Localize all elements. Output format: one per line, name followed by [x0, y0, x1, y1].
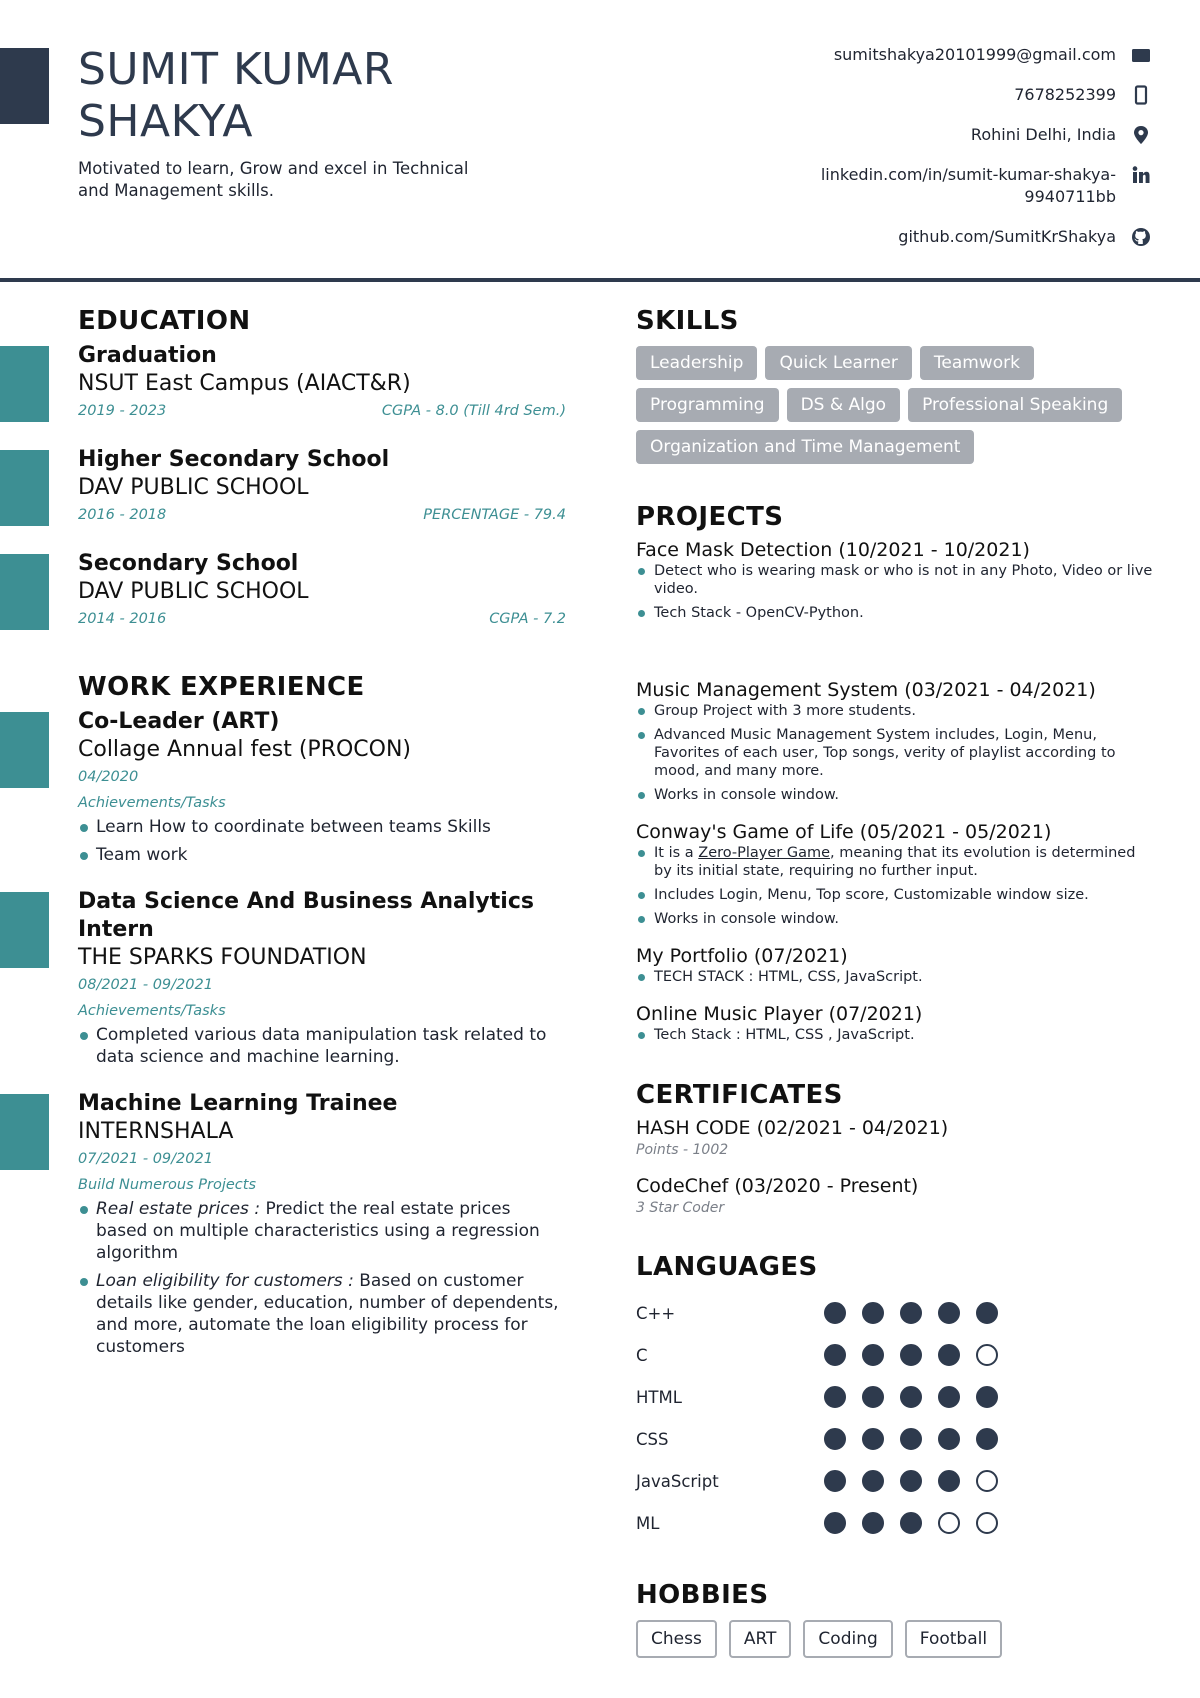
rating-dot-filled [824, 1302, 846, 1324]
right-column [636, 300, 1156, 1658]
github-icon [1130, 226, 1152, 248]
email-icon [1130, 44, 1152, 66]
entry-marker [0, 346, 49, 422]
certificates-heading: CERTIFICATES [636, 1080, 843, 1110]
project-bullet: Includes Login, Menu, Top score, Customizable window size. [636, 886, 1156, 904]
work-bullet: Team work [78, 844, 566, 866]
project-title: Conway's Game of Life (05/2021 - 05/2021) [636, 821, 1052, 843]
phone-icon [1130, 84, 1152, 106]
rating-dot-filled [900, 1386, 922, 1408]
project-title: Music Management System (03/2021 - 04/2021) [636, 679, 1096, 701]
education-entry [78, 446, 566, 528]
project-bullet: Tech Stack : HTML, CSS , JavaScript. [636, 1026, 1156, 1044]
work-bullets [78, 816, 566, 866]
bullet-lead: Loan eligibility for customers : [96, 1271, 354, 1291]
bullet-text: Based on customer details like gender, education, number of dependents, and more, automate the loan eligibility process for customers [96, 1271, 559, 1357]
contact-phone-text: 7678252399 [1014, 85, 1116, 104]
education-score: CGPA - 7.2 [489, 611, 566, 627]
language-row [636, 1334, 1156, 1376]
bullet-lead: Real estate prices : [96, 1199, 261, 1219]
rating-dot-filled [900, 1470, 922, 1492]
work-org: THE SPARKS FOUNDATION [78, 945, 367, 970]
work-bullets [78, 1198, 566, 1358]
rating-dot-filled [976, 1386, 998, 1408]
certificate-detail: Points - 1002 [636, 1142, 729, 1158]
contact-github[interactable] [732, 226, 1152, 248]
project-bullets [636, 562, 1156, 622]
education-meta [78, 502, 566, 528]
entry-marker [0, 450, 49, 526]
rating-dot-filled [824, 1512, 846, 1534]
left-column [78, 300, 566, 1380]
name-line-1: SUMIT KUMAR [78, 44, 394, 95]
zero-player-game-link[interactable]: Zero-Player Game [698, 845, 831, 861]
education-degree: Graduation [78, 343, 217, 368]
rating-dot-filled [900, 1428, 922, 1450]
rating-dot-filled [824, 1344, 846, 1366]
rating-dot-filled [862, 1428, 884, 1450]
entry-marker [0, 554, 49, 630]
rating-dot-filled [938, 1302, 960, 1324]
bullet-post: , meaning that its evolution is determined by its initial state, requiring no further input. [654, 845, 1136, 879]
work-entry [78, 708, 566, 866]
work-bullet [78, 1270, 566, 1358]
tagline: Motivated to learn, Grow and excel in Technical and Management skills. [78, 159, 469, 200]
education-meta [78, 606, 566, 632]
work-org: INTERNSHALA [78, 1119, 234, 1144]
language-row [636, 1502, 1156, 1544]
language-name: CSS [636, 1429, 669, 1449]
work-org: Collage Annual fest (PROCON) [78, 737, 412, 762]
project-bullets [636, 1026, 1156, 1044]
education-meta [78, 398, 566, 424]
work-entry [78, 888, 566, 1068]
project-item [636, 820, 1156, 928]
hobby-list [636, 1620, 1156, 1658]
project-bullet [636, 844, 1156, 880]
work-bullet: Learn How to coordinate between teams Skills [78, 816, 566, 838]
contact-location-text: Rohini Delhi, India [970, 125, 1116, 144]
work-role: Machine Learning Trainee [78, 1091, 398, 1116]
rating-dot-filled [900, 1302, 922, 1324]
project-bullet: Tech Stack - OpenCV-Python. [636, 604, 1156, 622]
education-degree: Secondary School [78, 551, 299, 576]
language-rating [824, 1344, 998, 1366]
language-name: ML [636, 1513, 660, 1533]
skills-tags [636, 346, 1156, 464]
rating-dot-filled [976, 1428, 998, 1450]
name-line-2: SHAKYA [78, 96, 253, 147]
work-subheading: Build Numerous Projects [78, 1177, 257, 1193]
work-bullet: Completed various data manipulation task related to data science and machine learning. [78, 1024, 566, 1068]
work-dates: 08/2021 - 09/2021 [78, 977, 213, 993]
skill-tag: Quick Learner [765, 346, 911, 380]
hobby-tag: Football [905, 1620, 1002, 1658]
contact-location [732, 124, 1152, 146]
rating-dot-filled [862, 1344, 884, 1366]
certificate-title: HASH CODE (02/2021 - 04/2021) [636, 1117, 949, 1139]
location-pin-icon [1130, 124, 1152, 146]
work-role: Co-Leader (ART) [78, 709, 280, 734]
rating-dot-filled [862, 1386, 884, 1408]
rating-dot-filled [824, 1428, 846, 1450]
language-name: C++ [636, 1303, 676, 1323]
project-bullet: Works in console window. [636, 786, 1156, 804]
skills-heading: SKILLS [636, 306, 739, 336]
project-item [636, 538, 1156, 622]
work-bullet [78, 1198, 566, 1264]
hobby-tag: ART [729, 1620, 792, 1658]
education-dates: 2016 - 2018 [78, 507, 167, 523]
education-score: PERCENTAGE - 79.4 [423, 507, 566, 523]
language-rating [824, 1470, 998, 1492]
project-bullet: Advanced Music Management System includes, Login, Menu, Favorites of each user, Top songs, verity of playlist according to mood, and many more. [636, 726, 1156, 780]
rating-dot-empty [976, 1470, 998, 1492]
project-item [636, 678, 1156, 804]
work-bullets [78, 1024, 566, 1068]
language-list [636, 1292, 1156, 1544]
language-rating [824, 1386, 998, 1408]
rating-dot-filled [938, 1386, 960, 1408]
project-bullets [636, 702, 1156, 804]
work-entry [78, 1090, 566, 1358]
contact-email-text: sumitshakya20101999@gmail.com [833, 45, 1116, 64]
linkedin-icon [1130, 164, 1152, 186]
education-score: CGPA - 8.0 (Till 4rd Sem.) [381, 403, 566, 419]
language-name: HTML [636, 1387, 682, 1407]
rating-dot-filled [824, 1470, 846, 1492]
project-title: My Portfolio (07/2021) [636, 945, 848, 967]
project-bullets [636, 968, 1156, 986]
skill-tag: Leadership [636, 346, 757, 380]
project-bullet: TECH STACK : HTML, CSS, JavaScript. [636, 968, 1156, 986]
rating-dot-filled [938, 1470, 960, 1492]
contact-email[interactable] [732, 44, 1152, 66]
rating-dot-filled [938, 1428, 960, 1450]
skill-tag: Organization and Time Management [636, 430, 974, 464]
skill-tag: Programming [636, 388, 779, 422]
contact-phone[interactable] [732, 84, 1152, 106]
language-rating [824, 1512, 998, 1534]
rating-dot-filled [900, 1344, 922, 1366]
header-divider [0, 278, 1200, 282]
work-dates: 07/2021 - 09/2021 [78, 1151, 213, 1167]
work-subheading: Achievements/Tasks [78, 1003, 226, 1019]
language-row [636, 1292, 1156, 1334]
project-bullet: Works in console window. [636, 910, 1156, 928]
work-role: Data Science And Business Analytics Intern [78, 889, 534, 942]
language-rating [824, 1302, 998, 1324]
hobby-tag: Coding [803, 1620, 892, 1658]
certificate-item [636, 1174, 1156, 1218]
language-name: C [636, 1345, 648, 1365]
rating-dot-filled [862, 1302, 884, 1324]
rating-dot-empty [938, 1512, 960, 1534]
rating-dot-filled [862, 1470, 884, 1492]
hobbies-heading: HOBBIES [636, 1580, 769, 1610]
education-school: NSUT East Campus (AIACT&R) [78, 371, 411, 396]
language-row [636, 1418, 1156, 1460]
work-experience-heading: WORK EXPERIENCE [78, 672, 365, 702]
work-dates: 04/2020 [78, 769, 139, 785]
skill-tag: DS & Algo [787, 388, 901, 422]
name-accent-bar [0, 48, 49, 124]
education-heading: EDUCATION [78, 306, 251, 336]
rating-dot-filled [976, 1302, 998, 1324]
education-entry [78, 550, 566, 632]
certificate-item [636, 1116, 1156, 1160]
rating-dot-filled [938, 1344, 960, 1366]
contact-linkedin-text: linkedin.com/in/sumit-kumar-shakya-9940711bb [820, 165, 1116, 206]
hobby-tag: Chess [636, 1620, 717, 1658]
education-entry [78, 342, 566, 424]
rating-dot-filled [824, 1386, 846, 1408]
language-rating [824, 1428, 998, 1450]
rating-dot-empty [976, 1512, 998, 1534]
project-item [636, 944, 1156, 986]
project-bullet: Group Project with 3 more students. [636, 702, 1156, 720]
contact-linkedin[interactable] [732, 164, 1152, 208]
rating-dot-filled [862, 1512, 884, 1534]
language-row [636, 1376, 1156, 1418]
contact-list [732, 44, 1152, 266]
project-title: Online Music Player (07/2021) [636, 1003, 923, 1025]
contact-github-text: github.com/SumitKrShakya [898, 227, 1116, 246]
skill-tag: Teamwork [920, 346, 1034, 380]
language-row [636, 1460, 1156, 1502]
skill-tag: Professional Speaking [908, 388, 1122, 422]
rating-dot-filled [900, 1512, 922, 1534]
work-subheading: Achievements/Tasks [78, 795, 226, 811]
project-title: Face Mask Detection (10/2021 - 10/2021) [636, 539, 1030, 561]
project-item [636, 1002, 1156, 1044]
bullet-pre: It is a [654, 845, 699, 861]
languages-heading: LANGUAGES [636, 1252, 818, 1282]
project-bullets [636, 844, 1156, 928]
projects-heading: PROJECTS [636, 502, 784, 532]
entry-marker [0, 712, 49, 788]
entry-marker [0, 1094, 49, 1170]
education-school: DAV PUBLIC SCHOOL [78, 475, 309, 500]
project-bullet: Detect who is wearing mask or who is not in any Photo, Video or live video. [636, 562, 1156, 598]
certificate-detail: 3 Star Coder [636, 1200, 725, 1216]
certificate-title: CodeChef (03/2020 - Present) [636, 1175, 919, 1197]
education-dates: 2014 - 2016 [78, 611, 167, 627]
education-degree: Higher Secondary School [78, 447, 390, 472]
education-dates: 2019 - 2023 [78, 403, 167, 419]
bullet-text: Predict the real estate prices based on multiple characteristics using a regression algorithm [96, 1199, 540, 1263]
candidate-name [78, 44, 394, 148]
language-name: JavaScript [636, 1471, 719, 1491]
education-school: DAV PUBLIC SCHOOL [78, 579, 309, 604]
entry-marker [0, 892, 49, 968]
rating-dot-empty [976, 1344, 998, 1366]
